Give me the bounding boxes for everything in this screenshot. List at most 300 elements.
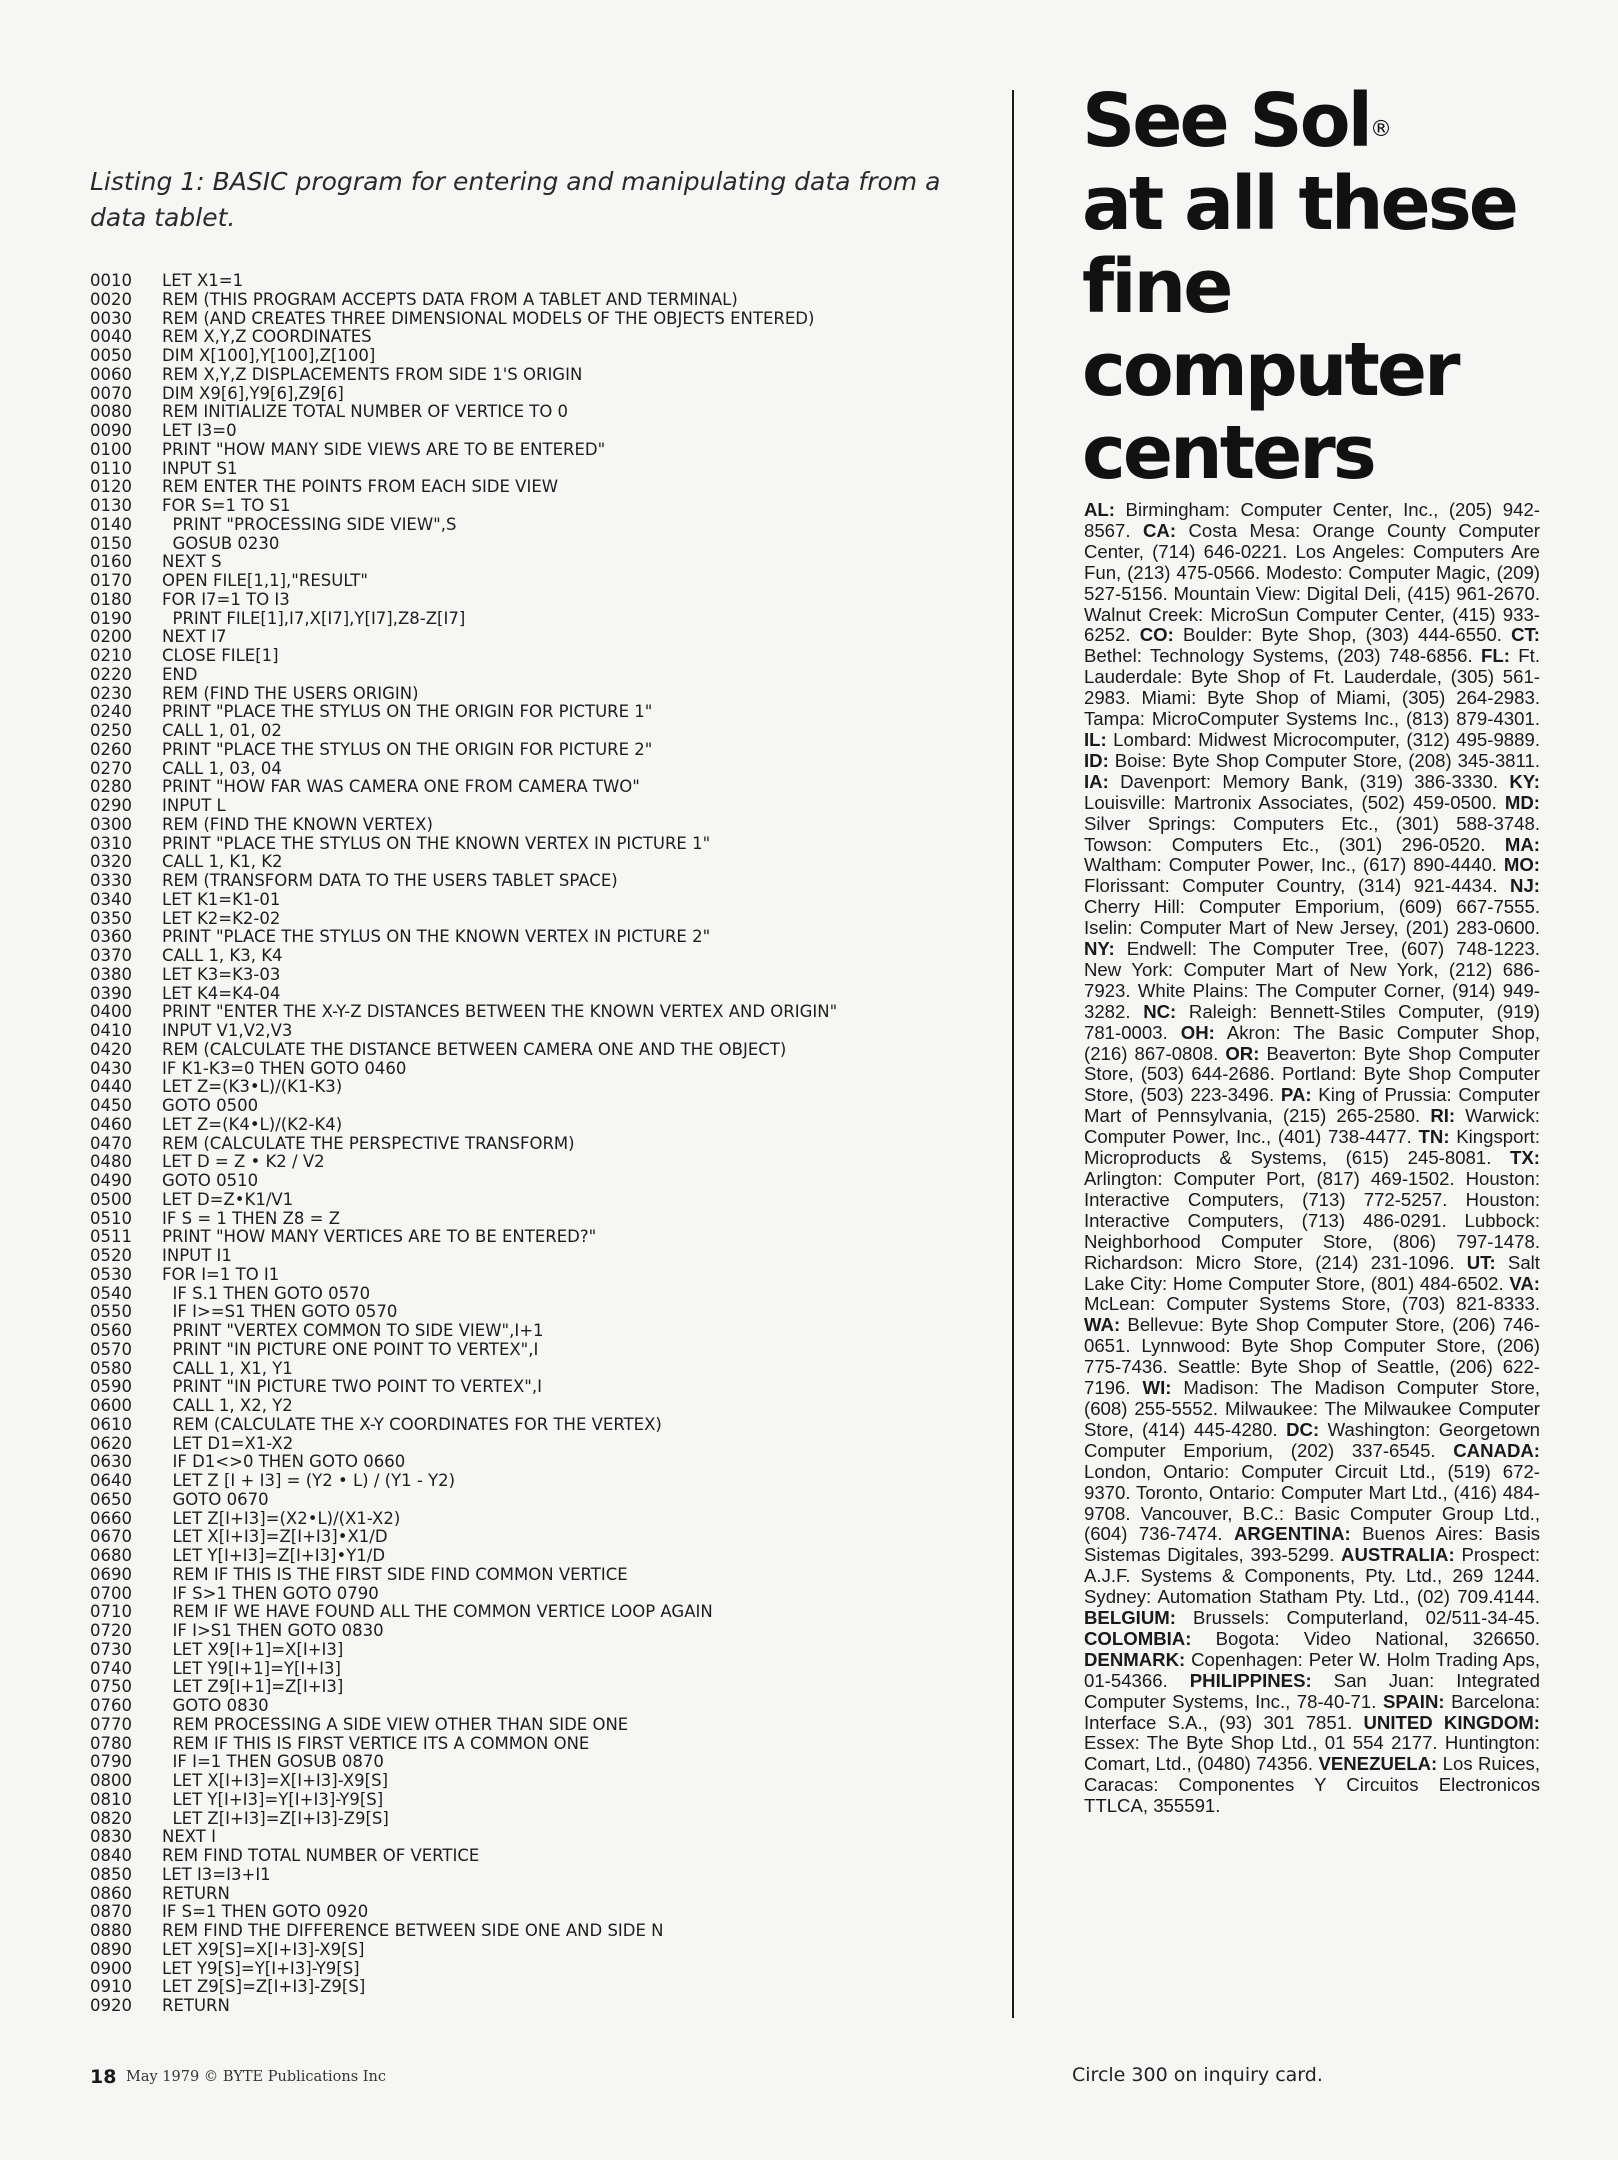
- line-number: 0590: [90, 1377, 132, 1397]
- line-number: 0030: [90, 308, 132, 328]
- code-line: [90, 891, 990, 910]
- dealer-region: CT:: [1511, 624, 1540, 646]
- code-statement: GOTO 0500: [162, 1096, 259, 1115]
- code-line: [90, 1097, 990, 1116]
- code-statement: CALL 1, X1, Y1: [162, 1358, 293, 1378]
- dealer-region: MD:: [1504, 791, 1540, 813]
- code-statement: PRINT "IN PICTURE ONE POINT TO VERTEX",I: [162, 1339, 539, 1359]
- dealer-region: IL:: [1084, 728, 1107, 750]
- code-statement: CALL 1, K3, K4: [162, 946, 283, 965]
- line-number: 0670: [90, 1527, 132, 1547]
- code-statement: LET Z[I+I3]=(X2•L)/(X1-X2): [162, 1508, 401, 1528]
- code-statement: LET K4=K4-04: [162, 983, 281, 1003]
- dealer-region: OR:: [1225, 1042, 1260, 1064]
- line-number: 0770: [90, 1714, 132, 1734]
- line-number: 0580: [90, 1358, 132, 1378]
- dealer-region: UT:: [1466, 1251, 1496, 1273]
- line-number: 0440: [90, 1077, 132, 1097]
- code-statement: DIM X[100],Y[100],Z[100]: [162, 346, 376, 365]
- code-statement: REM (CALCULATE THE X-Y COORDINATES FOR THE VERTEX): [162, 1414, 662, 1434]
- code-line: [90, 816, 990, 835]
- code-line: [90, 1941, 990, 1960]
- code-line: [90, 1847, 990, 1866]
- code-line: [90, 722, 990, 741]
- dealer-entry: Bellevue: Byte Shop Computer Store, (206) 746-0651. Lynnwood: Byte Shop Computer Store, (206) 775-7436. Seattle: Byte Shop of Seattle, (206) 622-7196.: [1084, 1314, 1540, 1399]
- dealer-entry: Costa Mesa: Orange County Computer Center, (714) 646-0221. Los Angeles: Computers Are Fun, (213) 475-0566. Modesto: Computer Magic, (209) 527-5156. Mountain View: Digital Deli, (415) 961-2670. Walnut Creek: MicroSun Computer Center, (415) 933-6252.: [1084, 519, 1540, 646]
- code-line: [90, 291, 990, 310]
- code-line: [90, 1678, 990, 1697]
- line-number: 0880: [90, 1921, 132, 1940]
- dealer-region: COLOMBIA:: [1084, 1627, 1192, 1649]
- code-line: [90, 610, 990, 629]
- line-number: 0190: [90, 608, 132, 628]
- code-statement: PRINT "PLACE THE STYLUS ON THE ORIGIN FOR PICTURE 2": [162, 739, 653, 759]
- dealer-entry: London, Ontario: Computer Circuit Ltd., (519) 672-9370. Toronto, Ontario: Computer Mart Ltd., (416) 484-9708. Vancouver, B.C.: Basic Computer Group Ltd., (604) 736-7474.: [1084, 1460, 1540, 1545]
- inquiry-note: Circle 300 on inquiry card.: [1072, 2064, 1323, 2086]
- line-number: 0460: [90, 1114, 132, 1134]
- line-number: 0510: [90, 1208, 132, 1228]
- dealer-region: IA:: [1084, 770, 1109, 792]
- dealer-entry: McLean: Computer Systems Store, (703) 821-8333.: [1084, 1293, 1540, 1315]
- code-statement: REM IF THIS IS FIRST VERTICE ITS A COMMON ONE: [162, 1733, 590, 1753]
- line-number: 0540: [90, 1283, 132, 1303]
- code-statement: PRINT "HOW MANY SIDE VIEWS ARE TO BE ENTERED": [162, 439, 606, 459]
- line-number: 0340: [90, 889, 132, 909]
- code-line: [90, 1247, 990, 1266]
- code-statement: IF I>=S1 THEN GOTO 0570: [162, 1302, 398, 1322]
- code-statement: RETURN: [162, 1996, 230, 2015]
- dealer-entry: Barcelona: Interface S.A., (93) 301 7851.: [1084, 1690, 1540, 1733]
- code-statement: CLOSE FILE[1]: [162, 646, 279, 665]
- code-line: [90, 1060, 990, 1079]
- dealer-entry: Arlington: Computer Port, (817) 469-1502. Houston: Interactive Computers, (713) 772-5257. Houston: Interactive Computers, (713) 486-0291. Lubbock: Neighborhood Computer Store, (806) 797-1478. Richardson: Micro Store, (214) 231-1096.: [1084, 1168, 1540, 1273]
- dealer-region: MO:: [1503, 854, 1540, 876]
- code-statement: RETURN: [162, 1883, 230, 1903]
- code-statement: LET Y9[I+1]=Y[I+I3]: [162, 1658, 341, 1678]
- code-statement: NEXT I: [162, 1827, 216, 1847]
- code-statement: FOR I=1 TO I1: [162, 1264, 280, 1284]
- dealer-entry: Birmingham: Computer Center, Inc., (205) 942-8567.: [1084, 499, 1540, 541]
- line-number: 0430: [90, 1058, 132, 1078]
- code-line: [90, 1003, 990, 1022]
- code-line: [90, 1903, 990, 1922]
- basic-program-listing: [90, 272, 990, 2016]
- dealer-region: DC:: [1286, 1418, 1320, 1440]
- code-line: [90, 1378, 990, 1397]
- dealer-entry: Louisville: Martronix Associates, (502) 459-0500.: [1084, 791, 1505, 813]
- code-line: [90, 497, 990, 516]
- line-number: 0520: [90, 1246, 132, 1265]
- code-statement: INPUT V1,V2,V3: [162, 1021, 293, 1040]
- dealer-entry: Endwell: The Computer Tree, (607) 748-1223. New York: Computer Mart of New York, (212) 686-7923. White Plains: The Computer Corner, (914) 949-3282.: [1084, 938, 1540, 1022]
- code-line: [90, 1866, 990, 1885]
- line-number: 0640: [90, 1471, 132, 1490]
- dealer-region: TX:: [1510, 1147, 1540, 1169]
- code-statement: REM (AND CREATES THREE DIMENSIONAL MODELS OF THE OBJECTS ENTERED): [162, 308, 815, 328]
- line-number: 0680: [90, 1546, 132, 1565]
- code-line: [90, 1810, 990, 1829]
- code-line: [90, 1997, 990, 2016]
- code-line: [90, 853, 990, 872]
- line-number: 0140: [90, 514, 132, 534]
- code-statement: INPUT S1: [162, 458, 238, 478]
- line-number: 0290: [90, 796, 132, 815]
- dealer-entry: Warwick: Computer Power, Inc., (401) 738-4477.: [1084, 1105, 1540, 1148]
- line-number: 0270: [90, 758, 132, 778]
- code-statement: LET K1=K1-01: [162, 889, 281, 909]
- dealer-region: ID:: [1084, 749, 1109, 771]
- code-statement: NEXT S: [162, 552, 222, 572]
- line-number: 0200: [90, 627, 132, 647]
- headline-line-4: computer: [1082, 327, 1458, 413]
- dealer-entry: Buenos Aires: Basis Sistemas Digitales, 393-5299.: [1084, 1523, 1540, 1566]
- line-number: 0800: [90, 1771, 132, 1790]
- dealer-region: BELGIUM:: [1084, 1607, 1176, 1629]
- dealer-region: TN:: [1418, 1126, 1450, 1148]
- code-line: [90, 553, 990, 572]
- line-number: 0840: [90, 1846, 132, 1865]
- line-number: 0360: [90, 927, 132, 947]
- line-number: 0320: [90, 852, 132, 872]
- code-statement: DIM X9[6],Y9[6],Z9[6]: [162, 383, 344, 403]
- code-statement: REM ENTER THE POINTS FROM EACH SIDE VIEW: [162, 477, 559, 497]
- line-number: 0730: [90, 1639, 132, 1659]
- line-number: 0850: [90, 1864, 132, 1884]
- code-line: [90, 1528, 990, 1547]
- code-statement: LET X1=1: [162, 271, 244, 290]
- line-number: 0900: [90, 1958, 132, 1978]
- code-statement: IF D1<>0 THEN GOTO 0660: [162, 1452, 406, 1472]
- code-line: [90, 628, 990, 647]
- ad-headline: [1082, 80, 1602, 495]
- code-statement: LET Z9[S]=Z[I+I3]-Z9[S]: [162, 1977, 366, 1997]
- dealer-region: WI:: [1142, 1377, 1172, 1399]
- code-line: [90, 910, 990, 929]
- line-number: 0570: [90, 1339, 132, 1359]
- code-statement: LET Z[I+I3]=Z[I+I3]-Z9[S]: [162, 1808, 389, 1828]
- code-statement: CALL 1, K1, K2: [162, 852, 283, 872]
- line-number: 0060: [90, 364, 132, 384]
- line-number: 0120: [90, 477, 132, 497]
- dealer-region: UNITED KINGDOM:: [1363, 1711, 1540, 1733]
- code-statement: IF S=1 THEN GOTO 0920: [162, 1902, 369, 1922]
- code-statement: LET X9[I+1]=X[I+I3]: [162, 1639, 344, 1659]
- line-number: 0740: [90, 1658, 132, 1678]
- line-number: 0380: [90, 964, 132, 984]
- column-divider: [1012, 90, 1014, 2018]
- code-line: [90, 1453, 990, 1472]
- code-statement: PRINT "VERTEX COMMON TO SIDE VIEW",I+1: [162, 1321, 544, 1340]
- code-statement: LET Z=(K4•L)/(K2-K4): [162, 1114, 343, 1134]
- code-statement: REM X,Y,Z COORDINATES: [162, 327, 372, 347]
- code-line: [90, 1716, 990, 1735]
- code-statement: PRINT "PLACE THE STYLUS ON THE KNOWN VERTEX IN PICTURE 2": [162, 927, 711, 947]
- line-number: 0040: [90, 327, 132, 347]
- code-statement: IF I>S1 THEN GOTO 0830: [162, 1621, 384, 1640]
- code-statement: LET D1=X1-X2: [162, 1433, 294, 1453]
- code-line: [90, 1135, 990, 1154]
- dealer-entry: Davenport: Memory Bank, (319) 386-3330.: [1108, 770, 1510, 792]
- dealer-entry: Washington: Georgetown Computer Emporium, (202) 337-6545.: [1084, 1418, 1540, 1461]
- line-number: 0700: [90, 1583, 132, 1603]
- dealer-region: CANADA:: [1453, 1439, 1540, 1461]
- line-number: 0530: [90, 1264, 132, 1284]
- dealer-entry: Raleigh: Bennett-Stiles Computer, (919) 781-0003.: [1084, 1000, 1540, 1043]
- code-line: [90, 310, 990, 329]
- code-statement: LET K2=K2-02: [162, 908, 281, 928]
- code-line: [90, 1922, 990, 1941]
- dealer-entry: Beaverton: Byte Shop Computer Store, (503) 644-2686. Portland: Byte Shop Computer Store, (503) 223-3496.: [1084, 1042, 1540, 1106]
- code-statement: REM X,Y,Z DISPLACEMENTS FROM SIDE 1'S ORIGIN: [162, 364, 583, 384]
- line-number: 0240: [90, 702, 132, 722]
- code-line: [90, 760, 990, 779]
- dealer-entry: Bogota: Video National, 326650.: [1191, 1627, 1540, 1649]
- line-number: 0330: [90, 871, 132, 890]
- line-number: 0650: [90, 1489, 132, 1509]
- code-statement: LET X9[S]=X[I+I3]-X9[S]: [162, 1939, 365, 1959]
- dealer-region: OH:: [1180, 1021, 1215, 1043]
- dealer-region: SPAIN:: [1382, 1690, 1445, 1712]
- listing-caption: Listing 1: BASIC program for entering and manipulating data from a data tablet.: [90, 167, 941, 232]
- headline-line-1: See Sol®: [1082, 78, 1392, 164]
- line-number: 0710: [90, 1602, 132, 1622]
- code-line: [90, 1960, 990, 1979]
- code-line: [90, 272, 990, 291]
- dealer-entry: Akron: The Basic Computer Shop, (216) 867-0808.: [1084, 1021, 1540, 1064]
- line-number: 0760: [90, 1696, 132, 1715]
- line-number: 0620: [90, 1433, 132, 1453]
- code-statement: CALL 1, 01, 02: [162, 721, 282, 740]
- code-line: [90, 1416, 990, 1435]
- code-statement: PRINT "HOW FAR WAS CAMERA ONE FROM CAMERA TWO": [162, 777, 640, 797]
- line-number: 0010: [90, 271, 132, 290]
- code-statement: IF S>1 THEN GOTO 0790: [162, 1583, 379, 1603]
- code-line: [90, 1491, 990, 1510]
- code-line: [90, 460, 990, 479]
- line-number: 0560: [90, 1321, 132, 1340]
- dealer-region: PHILIPPINES:: [1189, 1669, 1312, 1691]
- dealer-entry: King of Prussia: Computer Mart of Pennsylvania, (215) 265-2580.: [1084, 1084, 1540, 1127]
- code-statement: LET Z9[I+1]=Z[I+I3]: [162, 1677, 344, 1697]
- line-number: 0110: [90, 458, 132, 478]
- code-line: [90, 1772, 990, 1791]
- code-line: [90, 985, 990, 1004]
- code-statement: LET X[I+I3]=X[I+I3]-X9[S]: [162, 1771, 389, 1790]
- page-number: 18: [90, 2066, 117, 2088]
- line-number: 0720: [90, 1621, 132, 1640]
- code-line: [90, 1510, 990, 1529]
- dealer-entry: Boulder: Byte Shop, (303) 444-6550.: [1173, 624, 1512, 646]
- line-number: 0780: [90, 1733, 132, 1753]
- code-statement: LET Z=(K3•L)/(K1-K3): [162, 1077, 343, 1097]
- code-line: [90, 685, 990, 704]
- code-line: [90, 422, 990, 441]
- code-line: [90, 478, 990, 497]
- dealer-region: NJ:: [1510, 875, 1540, 897]
- line-number: 0420: [90, 1039, 132, 1059]
- dealer-region: MA:: [1504, 833, 1540, 855]
- code-statement: NEXT I7: [162, 627, 227, 647]
- code-line: [90, 1660, 990, 1679]
- line-number: 0080: [90, 402, 132, 422]
- code-line: [90, 1360, 990, 1379]
- code-line: [90, 1228, 990, 1247]
- line-number: 0160: [90, 552, 132, 572]
- line-number: 0870: [90, 1902, 132, 1922]
- dealer-region: RI:: [1430, 1105, 1456, 1127]
- dealer-entry: Florissant: Computer Country, (314) 921-4434.: [1084, 875, 1511, 897]
- line-number: 0630: [90, 1452, 132, 1472]
- code-statement: GOTO 0830: [162, 1696, 269, 1715]
- line-number: 0550: [90, 1302, 132, 1322]
- line-number: 0280: [90, 777, 132, 797]
- code-statement: PRINT "IN PICTURE TWO POINT TO VERTEX",I: [162, 1377, 542, 1397]
- dealer-region: VENEZUELA:: [1318, 1753, 1438, 1775]
- code-line: [90, 535, 990, 554]
- code-line: [90, 1172, 990, 1191]
- code-statement: END: [162, 664, 198, 684]
- line-number: 0300: [90, 814, 132, 834]
- code-line: [90, 1978, 990, 1997]
- code-statement: LET X[I+I3]=Z[I+I3]•X1/D: [162, 1527, 388, 1547]
- code-line: [90, 1116, 990, 1135]
- line-number: 0480: [90, 1152, 132, 1172]
- dealer-entry: Cherry Hill: Computer Emporium, (609) 667-7555. Iselin: Computer Mart of New Jersey, (201) 283-0600.: [1084, 896, 1540, 939]
- code-statement: LET Z [I + I3] = (Y2 • L) / (Y1 - Y2): [162, 1471, 456, 1490]
- code-statement: REM (THIS PROGRAM ACCEPTS DATA FROM A TABLET AND TERMINAL): [162, 289, 738, 309]
- code-statement: PRINT "ENTER THE X-Y-Z DISTANCES BETWEEN THE KNOWN VERTEX AND ORIGIN": [162, 1002, 838, 1022]
- code-line: [90, 1397, 990, 1416]
- code-statement: REM (FIND THE KNOWN VERTEX): [162, 814, 433, 834]
- code-line: [90, 366, 990, 385]
- dealer-entry: San Juan: Integrated Computer Systems, Inc., 78-40-71.: [1084, 1669, 1540, 1712]
- line-number: 0310: [90, 833, 132, 853]
- code-line: [90, 1641, 990, 1660]
- code-statement: REM INITIALIZE TOTAL NUMBER OF VERTICE TO 0: [162, 402, 569, 422]
- line-number: 0230: [90, 683, 132, 703]
- line-number: 0370: [90, 946, 132, 965]
- dealer-region: FL:: [1481, 645, 1510, 667]
- code-line: [90, 1303, 990, 1322]
- dealer-entry: Kingsport: Microproducts & Systems, (615) 245-8081.: [1084, 1126, 1540, 1169]
- dealer-entry: Bethel: Technology Systems, (203) 748-6856.: [1084, 645, 1482, 667]
- code-statement: PRINT "HOW MANY VERTICES ARE TO BE ENTERED?": [162, 1227, 597, 1247]
- line-number: 0750: [90, 1677, 132, 1697]
- code-line: [90, 966, 990, 985]
- code-line: [90, 1078, 990, 1097]
- code-statement: LET D = Z • K2 / V2: [162, 1152, 325, 1172]
- code-line: [90, 1547, 990, 1566]
- code-statement: FOR S=1 TO S1: [162, 496, 291, 515]
- code-statement: REM IF WE HAVE FOUND ALL THE COMMON VERTICE LOOP AGAIN: [162, 1602, 713, 1622]
- line-number: 0920: [90, 1996, 132, 2015]
- dealer-entry: Waltham: Computer Power, Inc., (617) 890-4440.: [1084, 854, 1504, 876]
- dealer-entry: Salt Lake City: Home Computer Store, (801) 484-6502.: [1084, 1251, 1540, 1294]
- code-statement: IF K1-K3=0 THEN GOTO 0460: [162, 1058, 407, 1078]
- code-line: [90, 441, 990, 460]
- line-number: 0100: [90, 439, 132, 459]
- code-statement: REM (FIND THE USERS ORIGIN): [162, 683, 419, 703]
- code-line: [90, 385, 990, 404]
- dealer-entry: Boise: Byte Shop Computer Store, (208) 345-3811.: [1108, 749, 1540, 771]
- dealer-region: VA:: [1509, 1272, 1540, 1294]
- publication-credit: May 1979 © BYTE Publications Inc: [126, 2069, 386, 2085]
- code-statement: IF S.1 THEN GOTO 0570: [162, 1283, 371, 1303]
- code-line: [90, 1472, 990, 1491]
- line-number: 0860: [90, 1883, 132, 1903]
- code-statement: PRINT FILE[1],I7,X[I7],Y[I7],Z8-Z[I7]: [162, 608, 466, 628]
- line-number: 0410: [90, 1021, 132, 1040]
- line-number: 0610: [90, 1414, 132, 1434]
- code-statement: INPUT L: [162, 796, 226, 815]
- line-number: 0390: [90, 983, 132, 1003]
- line-number: 0490: [90, 1171, 132, 1190]
- code-line: [90, 797, 990, 816]
- code-statement: PRINT "PROCESSING SIDE VIEW",S: [162, 514, 457, 534]
- code-statement: CALL 1, 03, 04: [162, 758, 282, 778]
- dealer-entry: Brussels: Computerland, 02/511-34-45.: [1175, 1607, 1540, 1629]
- code-line: [90, 516, 990, 535]
- line-number: 0250: [90, 721, 132, 740]
- code-statement: GOSUB 0230: [162, 533, 280, 553]
- code-line: [90, 572, 990, 591]
- code-line: [90, 591, 990, 610]
- line-number: 0210: [90, 646, 132, 665]
- code-line: [90, 778, 990, 797]
- code-statement: GOTO 0510: [162, 1171, 259, 1190]
- line-number: 0170: [90, 571, 132, 590]
- code-line: [90, 1022, 990, 1041]
- code-statement: LET I3=0: [162, 421, 237, 440]
- dealer-region: AL:: [1084, 499, 1115, 520]
- code-line: [90, 1791, 990, 1810]
- dealer-entry: Silver Springs: Computers Etc., (301) 588-3748. Towson: Computers Etc., (301) 296-0520.: [1084, 812, 1540, 855]
- line-number: 0150: [90, 533, 132, 553]
- code-line: [90, 1697, 990, 1716]
- code-statement: CALL 1, X2, Y2: [162, 1396, 293, 1415]
- code-statement: FOR I7=1 TO I3: [162, 589, 290, 609]
- code-line: [90, 1585, 990, 1604]
- code-line: [90, 1210, 990, 1229]
- line-number: 0470: [90, 1133, 132, 1153]
- code-statement: PRINT "PLACE THE STYLUS ON THE KNOWN VERTEX IN PICTURE 1": [162, 833, 711, 853]
- code-statement: LET Y[I+I3]=Z[I+I3]•Y1/D: [162, 1546, 386, 1565]
- dealer-entry: Ft. Lauderdale: Byte Shop of Ft. Lauderdale, (305) 561-2983. Miami: Byte Shop of Miami, (305) 264-2983. Tampa: MicroComputer Systems Inc., (813) 879-4301.: [1084, 645, 1541, 730]
- line-number: 0810: [90, 1789, 132, 1809]
- code-line: [90, 1566, 990, 1585]
- line-number: 0660: [90, 1508, 132, 1528]
- code-line: [90, 1322, 990, 1341]
- dealer-region: WA:: [1084, 1314, 1121, 1336]
- code-line: [90, 1285, 990, 1304]
- line-number: 0400: [90, 1002, 132, 1022]
- dealer-region: KY:: [1509, 770, 1540, 792]
- code-line: [90, 835, 990, 854]
- code-line: [90, 741, 990, 760]
- code-line: [90, 1041, 990, 1060]
- line-number: 0820: [90, 1808, 132, 1828]
- code-statement: LET K3=K3-03: [162, 964, 281, 984]
- code-line: [90, 1828, 990, 1847]
- code-line: [90, 1735, 990, 1754]
- headline-line-3: fine: [1082, 244, 1231, 330]
- dealer-entry: Madison: The Madison Computer Store, (608) 255-5552. Milwaukee: The Milwaukee Computer Store, (414) 445-4280.: [1084, 1377, 1540, 1440]
- code-line: [90, 403, 990, 422]
- code-line: [90, 1266, 990, 1285]
- code-statement: REM PROCESSING A SIDE VIEW OTHER THAN SIDE ONE: [162, 1714, 629, 1734]
- code-line: [90, 1435, 990, 1454]
- code-statement: REM (CALCULATE THE DISTANCE BETWEEN CAMERA ONE AND THE OBJECT): [162, 1039, 787, 1059]
